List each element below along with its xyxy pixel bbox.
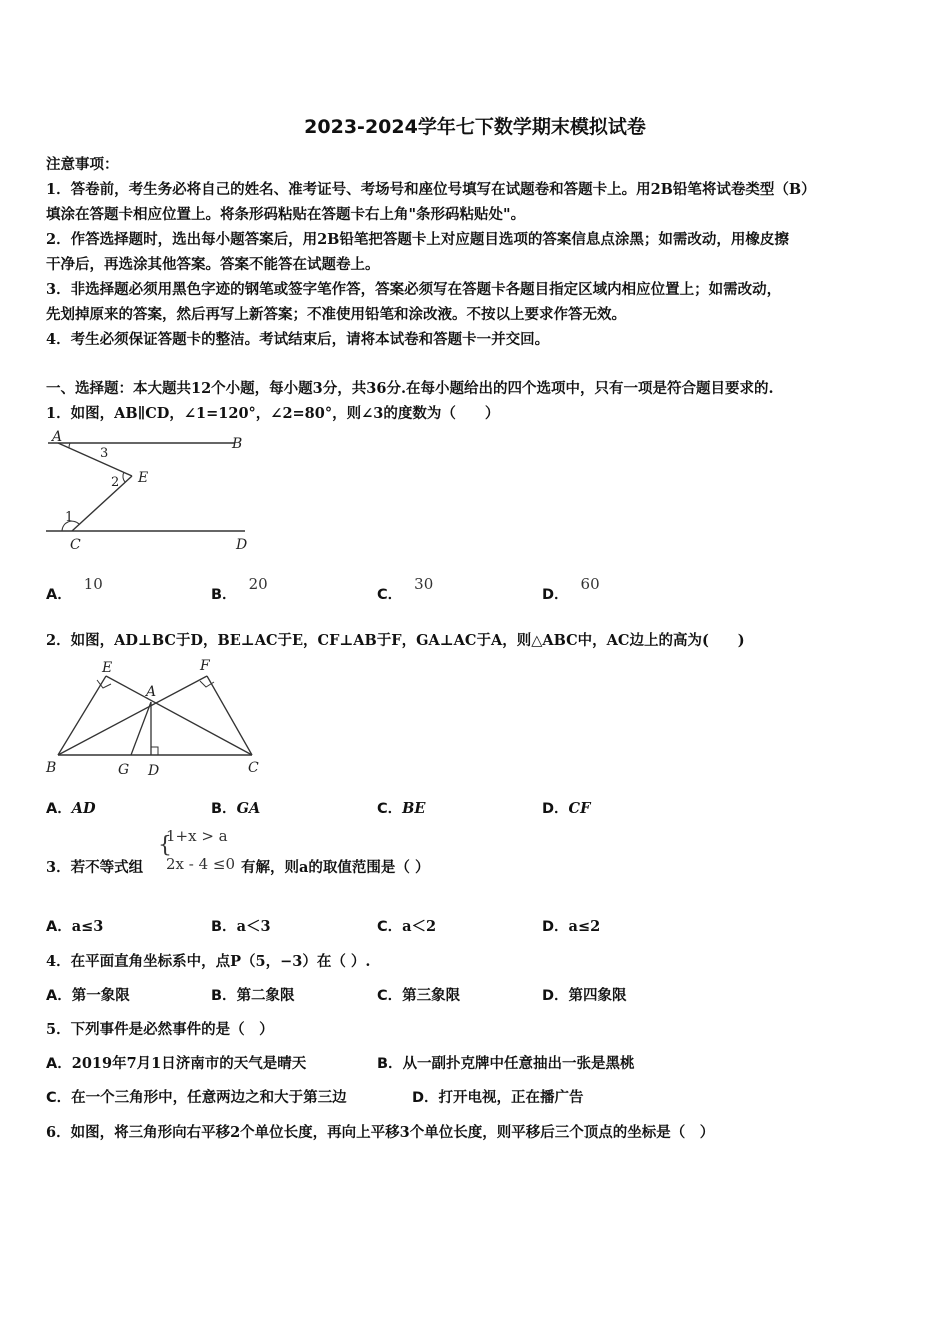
option-b[interactable]: B．a＜3 xyxy=(211,918,271,935)
option-b[interactable]: B．第二象限 xyxy=(211,987,295,1004)
option-a[interactable]: A．2019年7月1日济南市的天气是晴天 xyxy=(46,1055,307,1072)
brace: { xyxy=(158,833,172,858)
angle-2-label: 2 xyxy=(111,475,120,490)
option-c[interactable]: C．a＜2 xyxy=(377,918,437,935)
right-angle-d xyxy=(151,747,158,755)
question-1-stem: 1．如图，AB∥CD，∠1=120°，∠2=80°，则∠3的度数为（ ） xyxy=(46,405,500,422)
question-3-suffix: 有解，则a的取值范围是（ ） xyxy=(241,859,430,876)
question-3-prefix: 3．若不等式组 xyxy=(46,859,144,876)
label-e: E xyxy=(102,660,113,676)
label-c: C xyxy=(70,537,81,553)
label-d: D xyxy=(236,537,248,553)
option-b[interactable]: B．20 xyxy=(211,575,268,603)
segment-ec xyxy=(72,476,132,531)
question-2-figure xyxy=(40,654,280,784)
inequality-2: 2x - 4 ≤0 xyxy=(166,855,236,873)
inequality-1: 1+x > a xyxy=(166,827,228,845)
angle-1-label: 1 xyxy=(65,510,74,525)
notice-line: 4．考生必须保证答题卡的整洁。考试结束后，请将本试卷和答题卡一并交回。 xyxy=(46,331,550,348)
notice-line: 填涂在答题卡相应位置上。将条形码粘贴在答题卡右上角"条形码粘贴处"。 xyxy=(46,206,526,223)
option-c[interactable]: C．第三象限 xyxy=(377,987,461,1004)
option-d[interactable]: D．CF xyxy=(542,800,591,817)
segment-ag xyxy=(131,702,151,755)
option-d[interactable]: D．第四象限 xyxy=(542,987,627,1004)
angle-3-label: 3 xyxy=(100,446,109,461)
page-title: 2023-2024学年七下数学期末模拟试卷 xyxy=(304,116,646,138)
segment-fb xyxy=(58,676,207,755)
notice-heading: 注意事项： xyxy=(46,156,119,173)
section-heading: 一、选择题：本大题共12个小题，每小题3分，共36分.在每小题给出的四个选项中，只有一项是符合题目要求的. xyxy=(46,380,774,397)
label-g: G xyxy=(118,762,130,778)
option-c[interactable]: C．30 xyxy=(377,575,434,603)
label-b: B xyxy=(46,760,57,776)
label-c: C xyxy=(248,760,259,776)
option-a[interactable]: A．AD xyxy=(46,800,96,817)
label-b: B xyxy=(232,436,243,452)
label-a: A xyxy=(52,429,63,445)
label-e: E xyxy=(138,470,149,486)
segment-be xyxy=(58,676,106,755)
question-2-stem: 2．如图，AD⊥BC于D，BE⊥AC于E，CF⊥AB于F，GA⊥AC于A，则△ABC中，AC边上的高为( ) xyxy=(46,632,745,649)
notice-line: 2．作答选择题时，选出每小题答案后，用2B铅笔把答题卡上对应题目选项的答案信息点涂黑；如需改动，用橡皮擦 xyxy=(46,231,789,248)
label-d: D xyxy=(148,763,160,779)
option-a[interactable]: A．a≤3 xyxy=(46,918,104,935)
question-5-stem: 5．下列事件是必然事件的是（ ） xyxy=(46,1021,274,1038)
option-d[interactable]: D．a≤2 xyxy=(542,918,601,935)
question-4-stem: 4．在平面直角坐标系中，点P（5，−3）在（ ）. xyxy=(46,953,371,970)
option-a[interactable]: A．第一象限 xyxy=(46,987,130,1004)
notice-line: 3．非选择题必须用黑色字迹的钢笔或签字笔作答，答案必须写在答题卡各题目指定区域内相应位置上；如需改动， xyxy=(46,281,782,298)
question-1-figure xyxy=(40,428,260,558)
option-d[interactable]: D．打开电视，正在播广告 xyxy=(412,1089,584,1106)
label-f: F xyxy=(200,658,210,674)
option-c[interactable]: C．BE xyxy=(377,800,426,817)
option-b[interactable]: B．从一副扑克牌中任意抽出一张是黑桃 xyxy=(377,1055,635,1072)
option-b[interactable]: B．GA xyxy=(211,800,261,817)
notice-line: 1．答卷前，考生务必将自己的姓名、准考证号、考场号和座位号填写在试题卷和答题卡上。用2B铅笔将试卷类型（B） xyxy=(46,181,816,198)
option-d[interactable]: D．60 xyxy=(542,575,600,603)
label-a: A xyxy=(146,684,157,700)
notice-line: 干净后，再选涂其他答案。答案不能答在试题卷上。 xyxy=(46,256,380,273)
notice-line: 先划掉原来的答案，然后再写上新答案；不准使用铅笔和涂改液。不按以上要求作答无效。 xyxy=(46,306,626,323)
option-c[interactable]: C．在一个三角形中，任意两边之和大于第三边 xyxy=(46,1089,347,1106)
question-6-stem: 6．如图，将三角形向右平移2个单位长度，再向上平移3个单位长度，则平移后三个顶点的坐标是（ ） xyxy=(46,1124,715,1141)
option-a[interactable]: A．10 xyxy=(46,575,103,603)
